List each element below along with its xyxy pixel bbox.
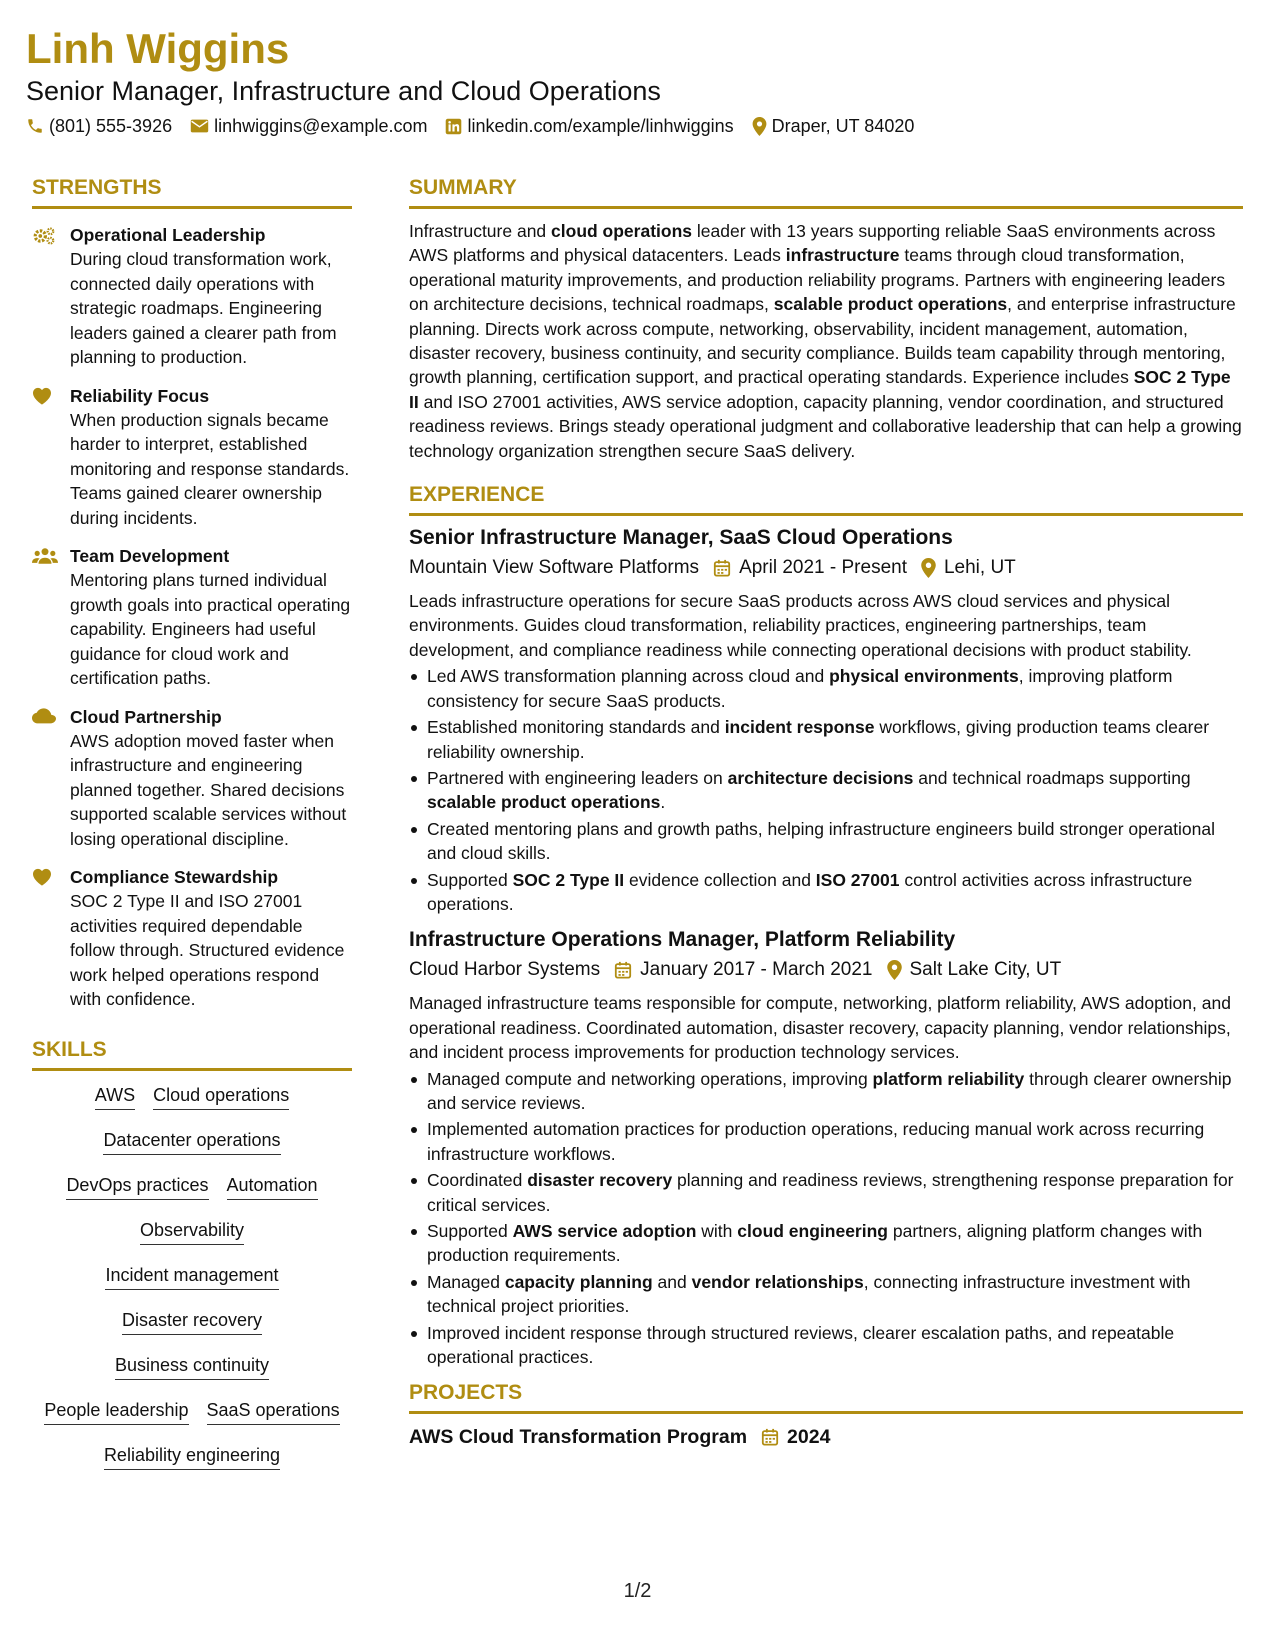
heart-icon [32, 387, 52, 405]
text-span: Partnered with engineering leaders on [427, 767, 728, 788]
skill-tag: Incident management [105, 1263, 278, 1290]
bold-text: SOC 2 Type II [409, 367, 1231, 412]
job-dates: January 2017 - March 2021 [640, 959, 873, 981]
bold-text: physical environments [829, 666, 1019, 687]
jobs-list [409, 524, 1243, 1369]
bold-text: cloud operations [551, 221, 693, 241]
bold-text: scalable product operations [773, 294, 1008, 315]
gears-icon [32, 226, 56, 246]
job-bullets [409, 1067, 1243, 1370]
text-span: Supported [427, 869, 513, 890]
skill-tag: Business continuity [115, 1353, 269, 1380]
strength-desc: AWS adoption moved faster when infrastructure and engineering planned together. Shared decisions supported scalable services without losing operational discipline. [70, 730, 347, 849]
strength-item [32, 705, 352, 852]
projects-list [409, 1424, 1243, 1450]
heart-icon [32, 868, 52, 886]
bullet-item [409, 715, 1243, 764]
right-column [409, 174, 1243, 1450]
text-span: , improving platform consistency for secure SaaS products. [427, 666, 1173, 711]
strength-item [32, 865, 352, 1012]
skills-heading: SKILLS [32, 1036, 352, 1071]
skill-tag: Observability [140, 1218, 244, 1245]
strength-title: Operational Leadership [70, 225, 266, 245]
calendar-icon [699, 559, 739, 577]
bullet-item [409, 1270, 1243, 1319]
left-column [32, 174, 352, 1488]
text-span: Improved incident response through structured reviews, clearer escalation paths, and repeatable operational practices. [427, 1322, 1175, 1368]
resume-header [26, 24, 1246, 138]
project-item [409, 1424, 1243, 1450]
strength-item [32, 223, 352, 370]
text-span: Created mentoring plans and growth paths, helping infrastructure engineers build stronger operational and cloud skills. [427, 818, 1215, 864]
candidate-name: Linh Wiggins [26, 25, 290, 72]
strength-title: Cloud Partnership [70, 706, 222, 727]
bold-text: scalable product operations [427, 792, 661, 813]
text-span: Established monitoring standards and [427, 717, 725, 738]
bullet-item [409, 1321, 1243, 1370]
calendar-icon [747, 1428, 787, 1446]
bullet-item [409, 664, 1243, 713]
job-dates: April 2021 - Present [739, 557, 907, 579]
project-name: AWS Cloud Transformation Program [409, 1426, 748, 1449]
bullet-item [409, 1168, 1243, 1217]
strength-desc: SOC 2 Type II and ISO 27001 activities required dependable follow through. Structured evidence work helped operations respond with confidence. [70, 891, 345, 1009]
text-span: Led AWS transformation planning across cloud and [427, 666, 830, 687]
linkedin-icon [445, 118, 462, 135]
candidate-headline: Senior Manager, Infrastructure and Cloud Operations [26, 76, 661, 106]
skill-tag: SaaS operations [207, 1398, 340, 1425]
text-span: Supported [427, 1221, 513, 1241]
skill-row [32, 1398, 352, 1443]
bold-text: incident response [724, 717, 875, 738]
summary-heading: SUMMARY [409, 174, 1243, 209]
text-span: and technical roadmaps supporting [913, 767, 1191, 788]
contact-bar [26, 114, 1246, 138]
skill-row [32, 1173, 352, 1218]
map-pin-icon [873, 960, 910, 980]
phone-icon [26, 117, 44, 135]
bullet-item [409, 1067, 1243, 1116]
job-description: Managed infrastructure teams responsible for compute, networking, platform reliability, AWS adoption, and operational readiness. Coordinated automation, disaster recovery, capacity planning, vendor relationships, and incident process improvements for production technology services. [409, 993, 1231, 1063]
calendar-icon [600, 961, 640, 979]
skill-tag: Disaster recovery [122, 1308, 262, 1335]
text-span: , and enterprise infrastructure planning. Directs work across compute, networking, observability, incident management, automation, disaster recovery, business continuity, and security compliance. Builds team capability through mentoring, growth planning, certification support, and practical operating standards. Experience includes [409, 294, 1236, 388]
job-location: Lehi, UT [943, 557, 1016, 579]
text-span: leader with 13 years supporting reliable SaaS environments across AWS platforms and physical datacenters. Leads [409, 221, 1216, 266]
experience-heading: EXPERIENCE [409, 481, 1243, 516]
cloud-icon [32, 708, 56, 725]
text-span: evidence collection and [624, 869, 816, 890]
job-location: Salt Lake City, UT [909, 959, 1062, 981]
skills-list [32, 1083, 352, 1488]
text-span: through clearer ownership and service reviews. [427, 1068, 1232, 1113]
skill-tag: Reliability engineering [104, 1443, 280, 1470]
bold-text: architecture decisions [727, 767, 914, 788]
strength-item [32, 384, 352, 531]
skill-row [32, 1443, 352, 1488]
job-bullets [409, 664, 1243, 916]
bold-text: AWS service adoption [512, 1221, 697, 1241]
skill-row [32, 1083, 352, 1128]
text-span: partners, aligning platform changes with production requirements. [427, 1221, 1203, 1266]
text-span: Coordinated [427, 1170, 528, 1191]
bullet-item [409, 1219, 1243, 1268]
strength-title: Reliability Focus [70, 385, 210, 406]
text-span: . [660, 792, 666, 813]
job-company: Mountain View Software Platforms [409, 557, 700, 579]
page-number: 1/2 [623, 1580, 652, 1602]
strength-desc: During cloud transformation work, connected daily operations with strategic roadmaps. Engineering leaders gained a clearer path from planning to production. [70, 249, 337, 367]
bullet-item [409, 868, 1243, 917]
bold-text: platform reliability [872, 1068, 1025, 1089]
bullet-item [409, 817, 1243, 866]
users-icon [32, 547, 58, 565]
linkedin-text: linkedin.com/example/linhwiggins [467, 116, 734, 136]
job-description: Leads infrastructure operations for secure SaaS products across AWS cloud services and physical environments. Guides cloud transformation, reliability practices, engineering partnerships, team development, and compliance readiness while connecting operational decisions with product stability. [409, 591, 1192, 660]
skill-row [32, 1353, 352, 1398]
job-title: Infrastructure Operations Manager, Platform Reliability [409, 928, 956, 952]
project-year: 2024 [787, 1426, 831, 1449]
job-company: Cloud Harbor Systems [409, 959, 601, 981]
bold-text: cloud engineering [737, 1221, 888, 1241]
contact-phone[interactable] [26, 114, 172, 138]
text-span: and [652, 1271, 692, 1292]
bold-text: ISO 27001 [815, 869, 900, 890]
strength-desc: When production signals became harder to interpret, established monitoring and response standards. Teams gained clearer ownership during incidents. [70, 409, 350, 528]
bold-text: infrastructure [785, 245, 900, 266]
skill-tag: DevOps practices [66, 1173, 208, 1200]
bullet-item [409, 1117, 1243, 1166]
location-text: Draper, UT 84020 [771, 116, 915, 136]
bold-text: disaster recovery [527, 1170, 673, 1191]
job-entry [409, 524, 1243, 916]
text-span: Managed [427, 1271, 505, 1292]
phone-text: (801) 555-3926 [49, 116, 173, 136]
job-meta [409, 957, 1243, 983]
contact-location [752, 114, 915, 138]
bold-text: SOC 2 Type II [512, 869, 625, 890]
strength-title: Team Development [70, 546, 230, 566]
skill-row [32, 1128, 352, 1173]
job-meta [409, 555, 1243, 581]
text-span: with [696, 1221, 738, 1241]
skill-tag: Automation [227, 1173, 318, 1200]
skill-row [32, 1263, 352, 1308]
map-pin-icon [752, 117, 767, 136]
text-span: workflows, giving production teams clearer reliability ownership. [427, 717, 1210, 762]
contact-linkedin[interactable] [445, 114, 733, 138]
text-span: , connecting infrastructure investment with technical project priorities. [427, 1271, 1191, 1317]
text-span: Managed compute and networking operations, improving [427, 1068, 873, 1089]
contact-email[interactable] [190, 114, 427, 138]
projects-heading: PROJECTS [409, 1379, 1243, 1414]
job-entry [409, 926, 1243, 1369]
strengths-heading: STRENGTHS [32, 174, 352, 209]
text-span: planning and readiness reviews, strengthening response preparation for critical services. [427, 1170, 1234, 1215]
text-span: control activities across infrastructure operations. [427, 869, 1193, 914]
job-title: Senior Infrastructure Manager, SaaS Cloud Operations [409, 526, 953, 550]
bold-text: capacity planning [504, 1271, 653, 1292]
strength-item [32, 544, 352, 691]
text-span: Implemented automation practices for production operations, reducing manual work across recurring infrastructure workflows. [427, 1119, 1205, 1164]
email-text: linhwiggins@example.com [214, 116, 428, 136]
skill-tag: Cloud operations [153, 1083, 289, 1110]
strength-desc: Mentoring plans turned individual growth goals into practical operating capability. Engineers had useful guidance for cloud work and certification paths. [70, 570, 351, 688]
map-pin-icon [907, 558, 944, 578]
text-span: and ISO 27001 activities, AWS service adoption, capacity planning, vendor coordination, and structured readiness reviews. Brings steady operational judgment and collaborative leadership that can help a growing technology organization strengthen secure SaaS delivery. [409, 391, 1242, 461]
skill-tag: AWS [95, 1083, 135, 1110]
bullet-item [409, 766, 1243, 815]
strength-title: Compliance Stewardship [70, 867, 279, 887]
skill-row [32, 1218, 352, 1263]
bold-text: vendor relationships [691, 1271, 864, 1292]
skill-tag: Datacenter operations [103, 1128, 280, 1155]
summary-text [409, 219, 1243, 463]
envelope-icon [190, 118, 209, 134]
skill-tag: People leadership [44, 1398, 188, 1425]
text-span: Infrastructure and [409, 221, 552, 241]
skill-row [32, 1308, 352, 1353]
text-span: teams through cloud transformation, operational maturity improvements, and production reliability programs. Partners with engineering leaders on architecture decisions, technical roadmaps, [409, 245, 1226, 315]
